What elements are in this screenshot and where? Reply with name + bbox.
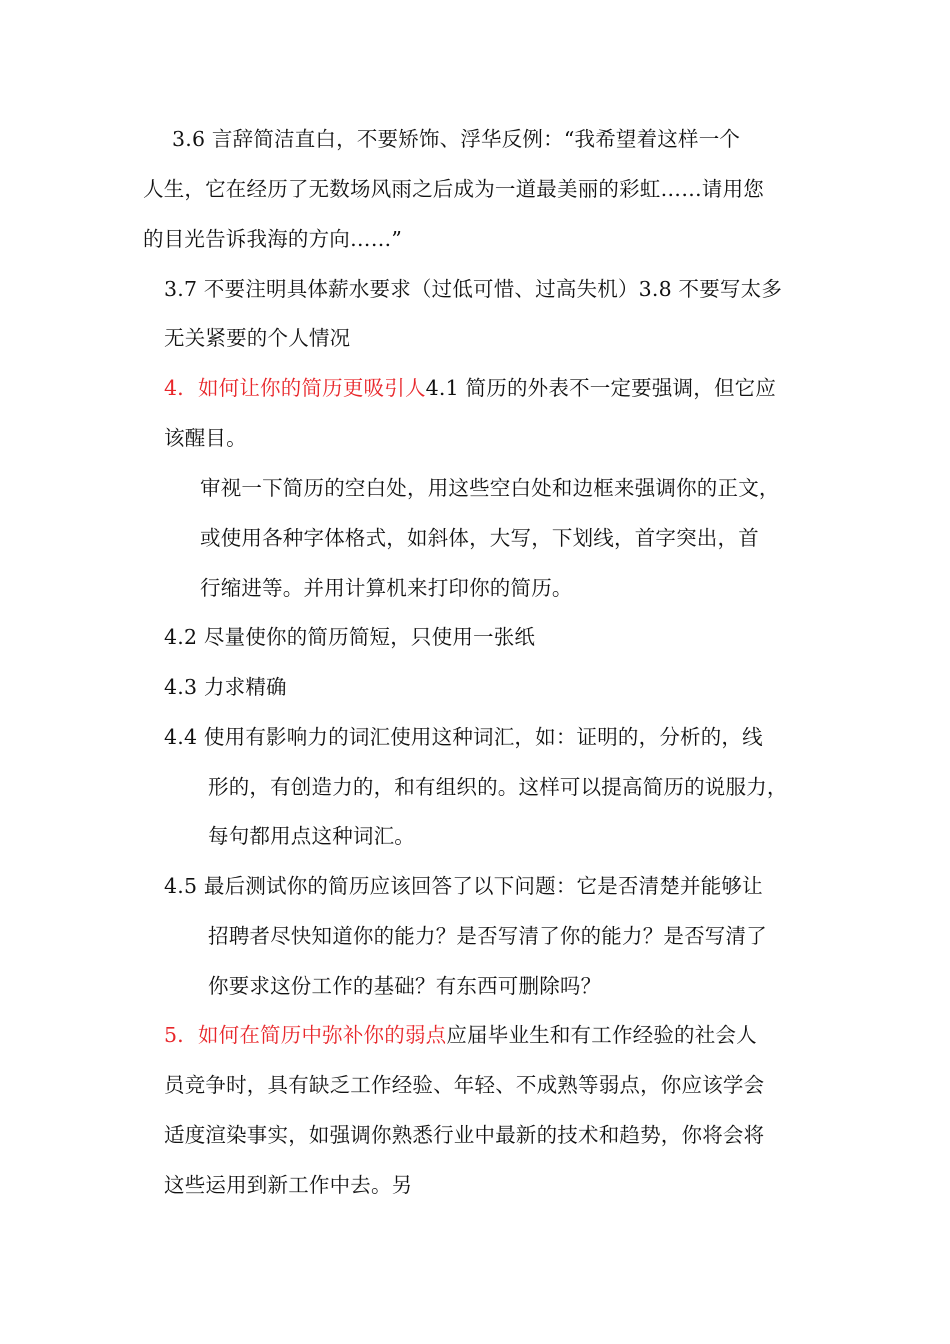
section-4-para-line-2: 或使用各种字体格式，如斜体，大写，下划线，首字突出，首 — [200, 526, 759, 550]
section-4-4-line-2: 形的，有创造力的，和有组织的。这样可以提高简历的说服力， — [208, 775, 788, 799]
section-4-heading-line — [164, 373, 776, 403]
section-4-4-line-1: 4.4 使用有影响力的词汇使用这种词汇，如：证明的，分析的，线 — [164, 725, 763, 749]
section-5-heading-line — [164, 1020, 757, 1050]
section-5-heading: 5．如何在简历中弥补你的弱点 — [164, 1023, 447, 1047]
section-4-para-line-1: 审视一下简历的空白处，用这些空白处和边框来强调你的正文， — [200, 476, 780, 500]
section-4-1-text: 4.1 简历的外表不一定要强调，但它应 — [425, 376, 777, 400]
section-3-6-line-2: 人生，它在经历了无数场风雨之后成为一道最美丽的彩虹……请用您 — [143, 177, 764, 201]
section-3-7-line-1: 3.7 不要注明具体薪水要求（过低可惜、过高失机）3.8 不要写太多 — [164, 277, 783, 301]
section-4-3: 4.3 力求精确 — [164, 675, 287, 699]
section-4-4-line-3: 每句都用点这种词汇。 — [208, 824, 415, 848]
section-5-line-2: 员竞争时，具有缺乏工作经验、年轻、不成熟等弱点，你应该学会 — [164, 1073, 765, 1097]
section-4-heading: 4．如何让你的简历更吸引人 — [164, 376, 426, 400]
section-4-5-line-2: 招聘者尽快知道你的能力？是否写清了你的能力？是否写清了 — [208, 924, 767, 948]
section-3-7-line-2: 无关紧要的个人情况 — [164, 326, 351, 350]
section-5-line-4: 这些运用到新工作中去。另 — [164, 1173, 413, 1197]
section-4-1-line-2: 该醒目。 — [164, 426, 247, 450]
section-4-5-line-3: 你要求这份工作的基础？有东西可删除吗？ — [208, 974, 602, 998]
section-3-6-line-1: 3.6 言辞简洁直白，不要矫饰、浮华反例：“我希望着这样一个 — [172, 127, 741, 151]
section-5-line-3: 适度渲染事实，如强调你熟悉行业中最新的技术和趋势，你将会将 — [164, 1123, 765, 1147]
section-4-para-line-3: 行缩进等。并用计算机来打印你的简历。 — [200, 576, 573, 600]
section-3-6-line-3: 的目光告诉我海的方向……” — [143, 227, 403, 251]
section-4-2: 4.2 尽量使你的简历简短，只使用一张纸 — [164, 625, 536, 649]
section-5-text: 应届毕业生和有工作经验的社会人 — [446, 1023, 757, 1047]
section-4-5-line-1: 4.5 最后测试你的简历应该回答了以下问题：它是否清楚并能够让 — [164, 874, 763, 898]
